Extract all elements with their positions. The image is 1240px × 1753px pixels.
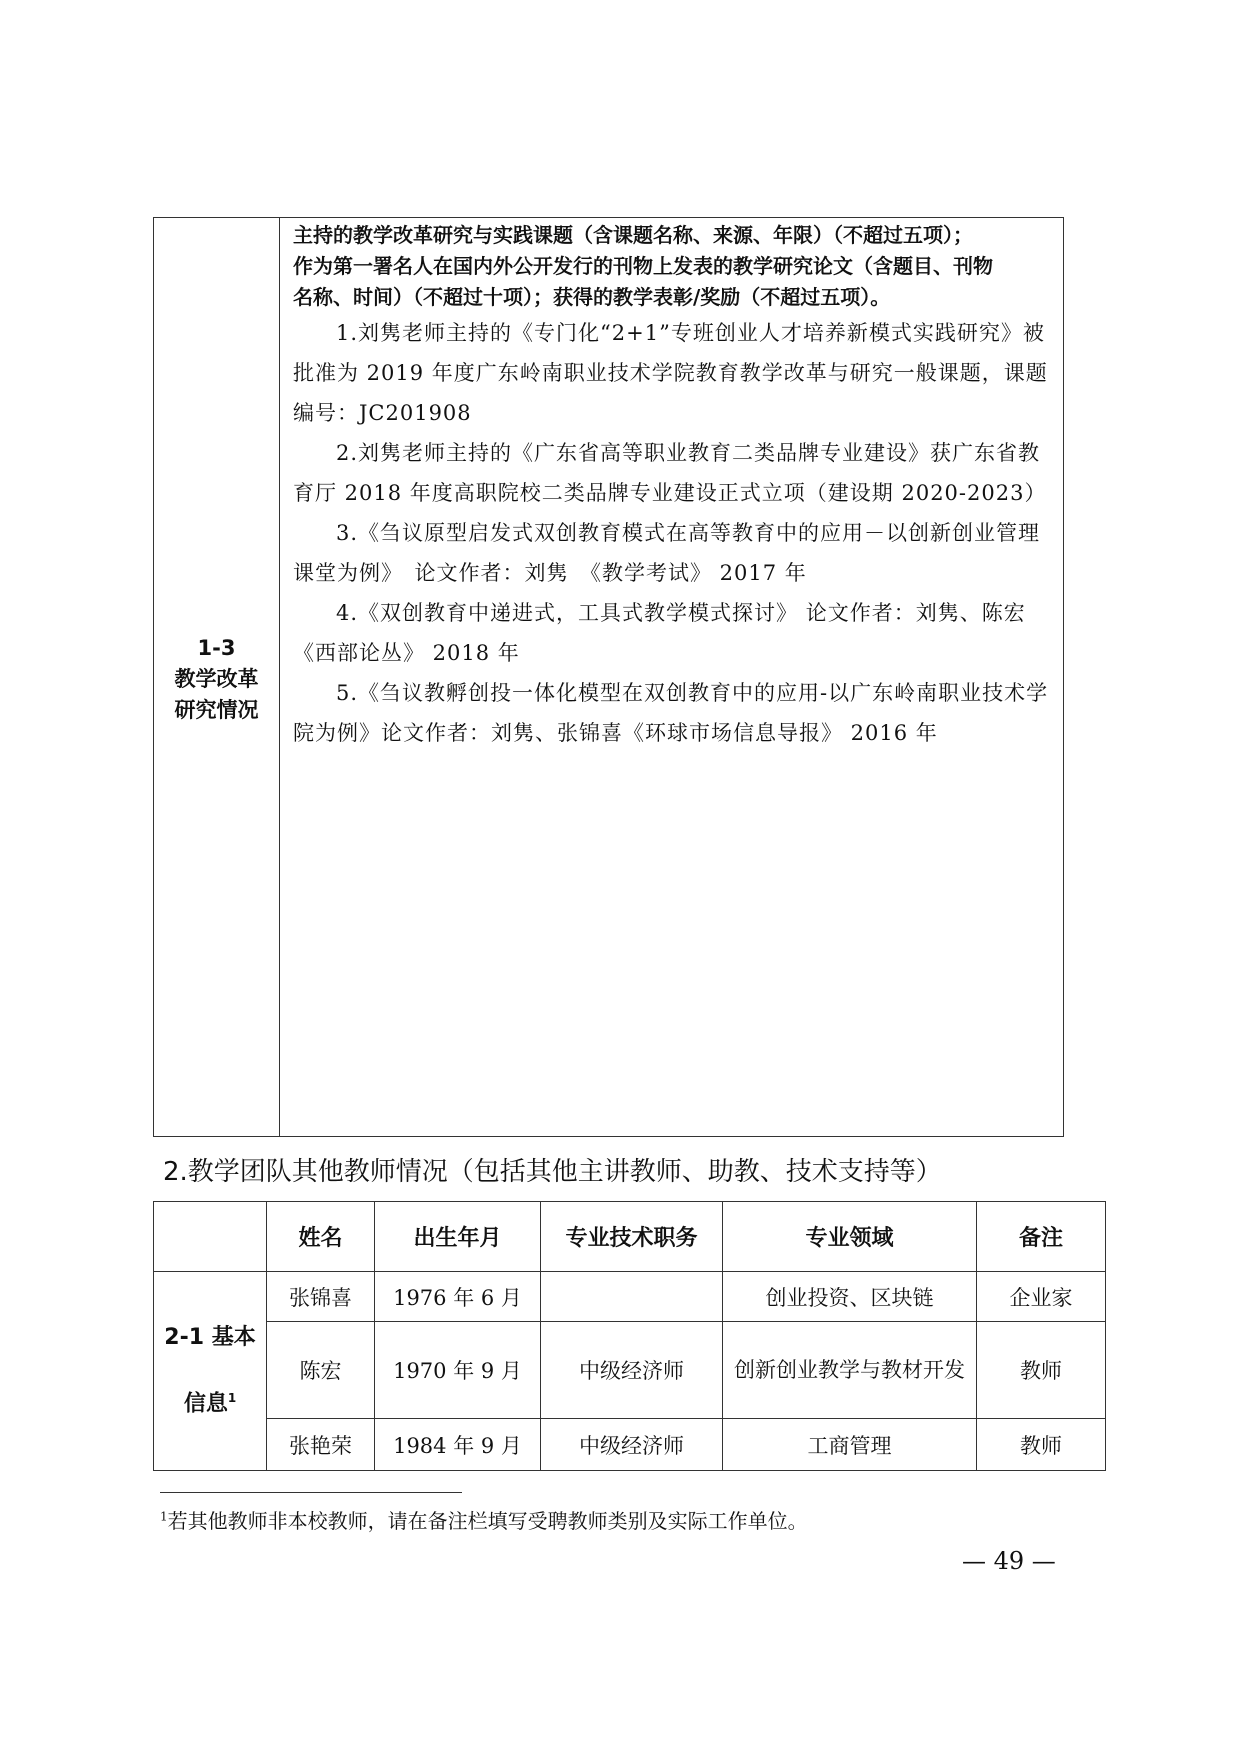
cell-field: 创新创业教学与教材开发 — [723, 1322, 977, 1419]
cell-note: 企业家 — [977, 1272, 1106, 1322]
cell-title: 中级经济师 — [541, 1419, 723, 1471]
page-number: — 49 — — [962, 1547, 1056, 1575]
cell-field: 工商管理 — [723, 1419, 977, 1471]
reform-item-4: 4.《双创教育中递进式，工具式教学模式探讨》 论文作者：刘隽、陈宏 《西部论丛》 2018 年 — [293, 601, 1048, 665]
instruction-line-3: 名称、时间）（不超过十项）；获得的教学表彰/奖励（不超过五项）。 — [293, 285, 891, 309]
section-2-title: 2.教学团队其他教师情况（包括其他主讲教师、助教、技术支持等） — [163, 1157, 942, 1187]
cell-name: 张锦喜 — [267, 1272, 375, 1322]
table-row — [154, 1272, 1106, 1322]
instruction-line-1: 主持的教学改革研究与实践课题（含课题名称、来源、年限）（不超过五项）； — [293, 223, 973, 247]
footnote-separator — [160, 1492, 462, 1493]
header-title: 专业技术职务 — [541, 1202, 723, 1272]
header-birth: 出生年月 — [375, 1202, 541, 1272]
cell-title — [541, 1272, 723, 1322]
cell-birth: 1976 年 6 月 — [375, 1272, 541, 1322]
header-name: 姓名 — [267, 1202, 375, 1272]
cell-note: 教师 — [977, 1419, 1106, 1471]
label-line-3: 研究情况 — [174, 698, 259, 722]
cell-birth: 1984 年 9 月 — [375, 1419, 541, 1471]
section-1-3-content — [293, 220, 1053, 753]
teaching-reform-box — [153, 217, 1064, 1137]
reform-item-2: 2.刘隽老师主持的《广东省高等职业教育二类品牌专业建设》获广东省教育厅 2018 年度高职院校二类品牌专业建设正式立项（建设期 2020-2023） — [293, 441, 1047, 505]
reform-item-3: 3.《刍议原型启发式双创教育模式在高等教育中的应用－以创新创业管理课堂为例》 论文作者：刘隽 《教学考试》 2017 年 — [293, 521, 1041, 585]
section-instructions — [293, 220, 1053, 313]
table-header-row — [154, 1202, 1106, 1272]
footnote-text: 若其他教师非本校教师，请在备注栏填写受聘教师类别及实际工作单位。 — [167, 1509, 808, 1533]
label-line-2: 教学改革 — [174, 667, 259, 691]
cell-name: 张艳荣 — [267, 1419, 375, 1471]
team-members-table — [153, 1201, 1106, 1471]
reform-item-5: 5.《刍议教孵创投一体化模型在双创教育中的应用-以广东岭南职业技术学院为例》论文作者：刘隽、张锦喜《环球市场信息导报》 2016 年 — [293, 681, 1049, 745]
footnote — [160, 1505, 808, 1534]
cell-birth: 1970 年 9 月 — [375, 1322, 541, 1419]
footnote-number: 1 — [160, 1509, 168, 1524]
table-row — [154, 1419, 1106, 1471]
cell-note: 教师 — [977, 1322, 1106, 1419]
cell-name: 陈宏 — [267, 1322, 375, 1419]
table-row — [154, 1322, 1106, 1419]
reform-item-1: 1.刘隽老师主持的《专门化“2+1”专班创业人才培养新模式实践研究》被批准为 2019 年度广东岭南职业技术学院教育教学改革与研究一般课题，课题编号：JC201908 — [293, 321, 1048, 425]
instruction-line-2: 作为第一署名人在国内外公开发行的刊物上发表的教学研究论文（含题目、刊物 — [293, 254, 993, 278]
cell-field: 创业投资、区块链 — [723, 1272, 977, 1322]
empty-corner-cell — [154, 1202, 267, 1272]
header-note: 备注 — [977, 1202, 1106, 1272]
cell-title: 中级经济师 — [541, 1322, 723, 1419]
section-1-3-label — [154, 633, 279, 726]
row-label-text: 2-1 基本信息 — [164, 1324, 256, 1417]
row-label-basic-info — [154, 1272, 267, 1471]
label-line-1: 1-3 — [197, 636, 236, 660]
header-field: 专业领域 — [723, 1202, 977, 1272]
column-divider — [279, 218, 280, 1136]
footnote-marker: 1 — [227, 1390, 237, 1405]
